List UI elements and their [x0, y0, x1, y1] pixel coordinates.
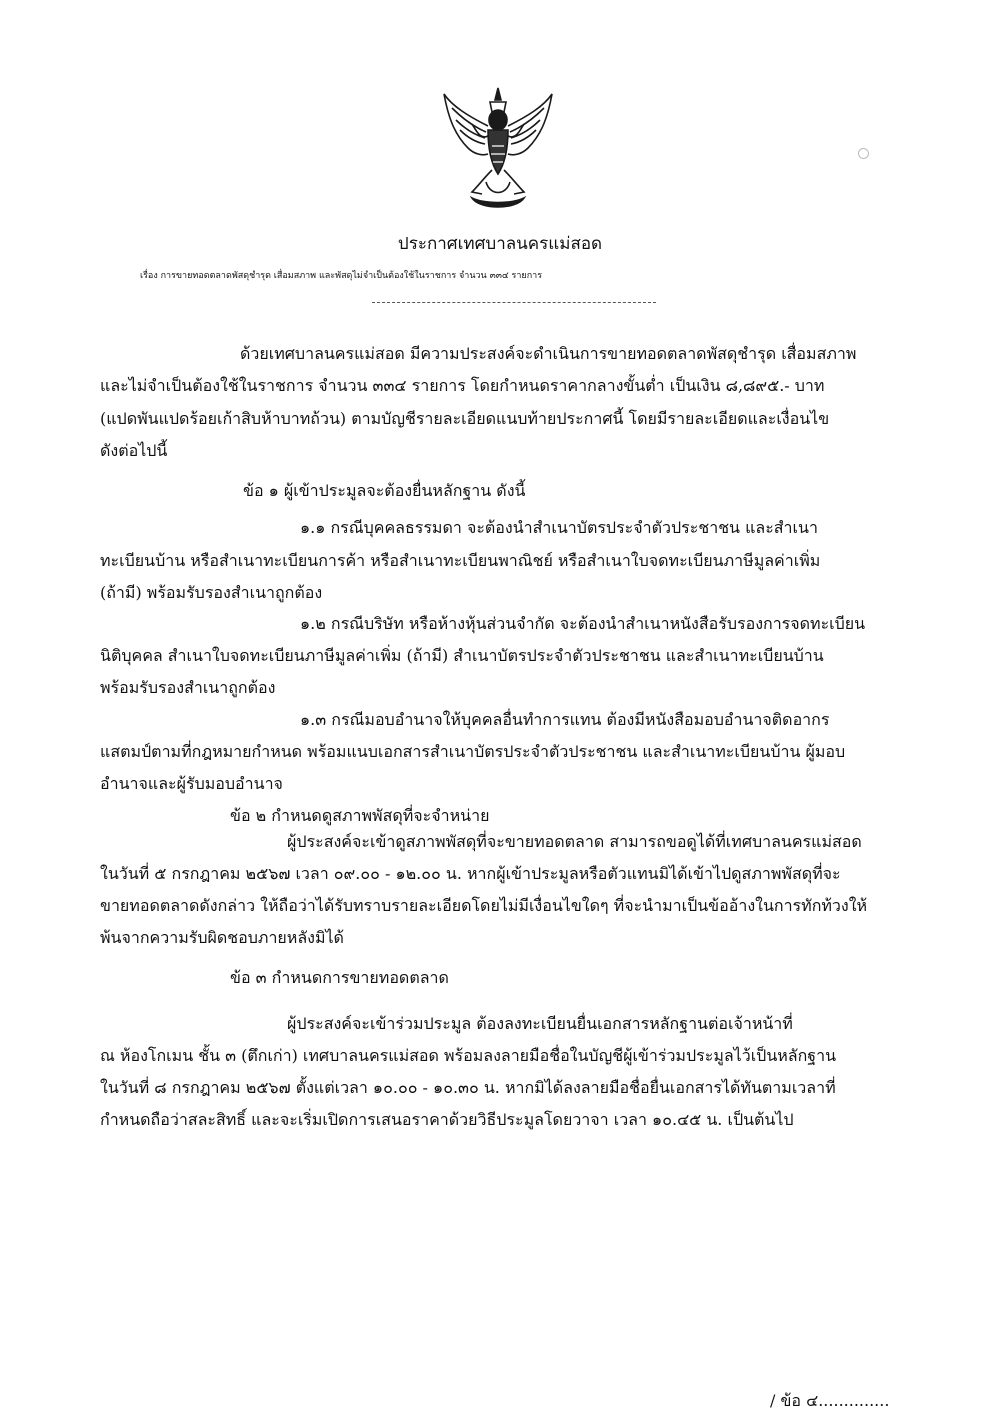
clause-1-1-line-1: ๑.๑ กรณีบุคคลธรรมดา จะต้องนำสำเนาบัตรประจำตัวประชาชน และสำเนา — [300, 518, 818, 537]
clause-1-2-line-2: นิติบุคคล สำเนาใบจดทะเบียนภาษีมูลค่าเพิ่ม (ถ้ามี) สำเนาบัตรประจำตัวประชาชน และสำเนาทะเบียนบ้าน — [100, 646, 824, 665]
clause-3-heading: ข้อ ๓ กำหนดการขายทอดตลาด — [230, 968, 449, 987]
clause-3-line-2: ณ ห้องโกเมน ชั้น ๓ (ตึกเก่า) เทศบาลนครแม่สอด พร้อมลงลายมือชื่อในบัญชีผู้เข้าร่วมประมูลไว้เป็นหลักฐาน — [100, 1046, 837, 1065]
intro-line-2: และไม่จำเป็นต้องใช้ในราชการ จำนวน ๓๓๔ รายการ โดยกำหนดราคากลางขั้นต่ำ เป็นเงิน ๘,๘๙๕.- บาท — [100, 376, 825, 395]
clause-2-line-4: พ้นจากความรับผิดชอบภายหลังมิได้ — [100, 928, 344, 947]
clause-1-heading: ข้อ ๑ ผู้เข้าประมูลจะต้องยื่นหลักฐาน ดังนี้ — [243, 481, 526, 500]
clause-2-line-3: ขายทอดตลาดดังกล่าว ให้ถือว่าได้รับทราบรายละเอียดโดยไม่มีเงื่อนไขใดๆ ที่จะนำมาเป็นข้ออ้างในการทักท้วงให้ — [100, 896, 868, 915]
clause-2-heading: ข้อ ๒ กำหนดดูสภาพพัสดุที่จะจำหน่าย — [230, 806, 490, 825]
clause-3-line-4: กำหนดถือว่าสละสิทธิ์ และจะเริ่มเปิดการเสนอราคาด้วยวิธีประมูลโดยวาจา เวลา ๑๐.๔๕ น. เป็นต้นไป — [100, 1110, 794, 1129]
scan-speck — [858, 148, 869, 159]
garuda-emblem-icon — [438, 86, 558, 216]
clause-2-line-2: ในวันที่ ๕ กรกฎาคม ๒๕๖๗ เวลา ๐๙.๐๐ - ๑๒.๐๐ น. หากผู้เข้าประมูลหรือตัวแทนมิได้เข้าไปดูสภาพพัสดุที่จะ — [100, 864, 841, 883]
intro-line-1: ด้วยเทศบาลนครแม่สอด มีความประสงค์จะดำเนินการขายทอดตลาดพัสดุชำรุด เสื่อมสภาพ — [240, 344, 857, 363]
clause-1-1-line-2: ทะเบียนบ้าน หรือสำเนาทะเบียนการค้า หรือสำเนาทะเบียนพาณิชย์ หรือสำเนาใบจดทะเบียนภาษีมูลค่าเพิ่ม — [100, 551, 821, 570]
intro-line-4: ดังต่อไปนี้ — [100, 441, 168, 460]
announcement-subject: เรื่อง การขายทอดตลาดพัสดุชำรุด เสื่อมสภาพ และพัสดุไม่จำเป็นต้องใช้ในราชการ จำนวน ๓๓๔ รายการ — [140, 271, 543, 281]
clause-1-3-line-2: แสตมป์ตามที่กฎหมายกำหนด พร้อมแนบเอกสารสำเนาบัตรประจำตัวประชาชน และสำเนาทะเบียนบ้าน ผู้มอบ — [100, 742, 846, 761]
continuation-marker: / ข้อ ๔.............. — [770, 1391, 890, 1410]
divider — [372, 302, 656, 303]
clause-2-line-1: ผู้ประสงค์จะเข้าดูสภาพพัสดุที่จะขายทอดตลาด สามารถขอดูได้ที่เทศบาลนครแม่สอด — [287, 832, 862, 851]
clause-1-1-line-3: (ถ้ามี) พร้อมรับรองสำเนาถูกต้อง — [100, 583, 323, 602]
clause-1-2-line-1: ๑.๒ กรณีบริษัท หรือห้างหุ้นส่วนจำกัด จะต้องนำสำเนาหนังสือรับรองการจดทะเบียน — [300, 614, 866, 633]
clause-3-line-3: ในวันที่ ๘ กรกฎาคม ๒๕๖๗ ตั้งแต่เวลา ๑๐.๐๐ - ๑๐.๓๐ น. หากมิได้ลงลายมือชื่อยื่นเอกสารได้ทันตามเวลาที่ — [100, 1078, 836, 1097]
clause-1-3-line-3: อำนาจและผู้รับมอบอำนาจ — [100, 774, 283, 793]
intro-line-3: (แปดพันแปดร้อยเก้าสิบห้าบาทถ้วน) ตามบัญชีรายละเอียดแนบท้ายประกาศนี้ โดยมีรายละเอียดและเงื่อนไข — [100, 409, 830, 428]
clause-1-2-line-3: พร้อมรับรองสำเนาถูกต้อง — [100, 678, 276, 697]
announcement-title: ประกาศเทศบาลนครแม่สอด — [397, 234, 603, 254]
clause-1-3-line-1: ๑.๓ กรณีมอบอำนาจให้บุคคลอื่นทำการแทน ต้องมีหนังสือมอบอำนาจติดอากร — [300, 710, 830, 729]
clause-3-line-1: ผู้ประสงค์จะเข้าร่วมประมูล ต้องลงทะเบียนยื่นเอกสารหลักฐานต่อเจ้าหน้าที่ — [287, 1014, 793, 1033]
